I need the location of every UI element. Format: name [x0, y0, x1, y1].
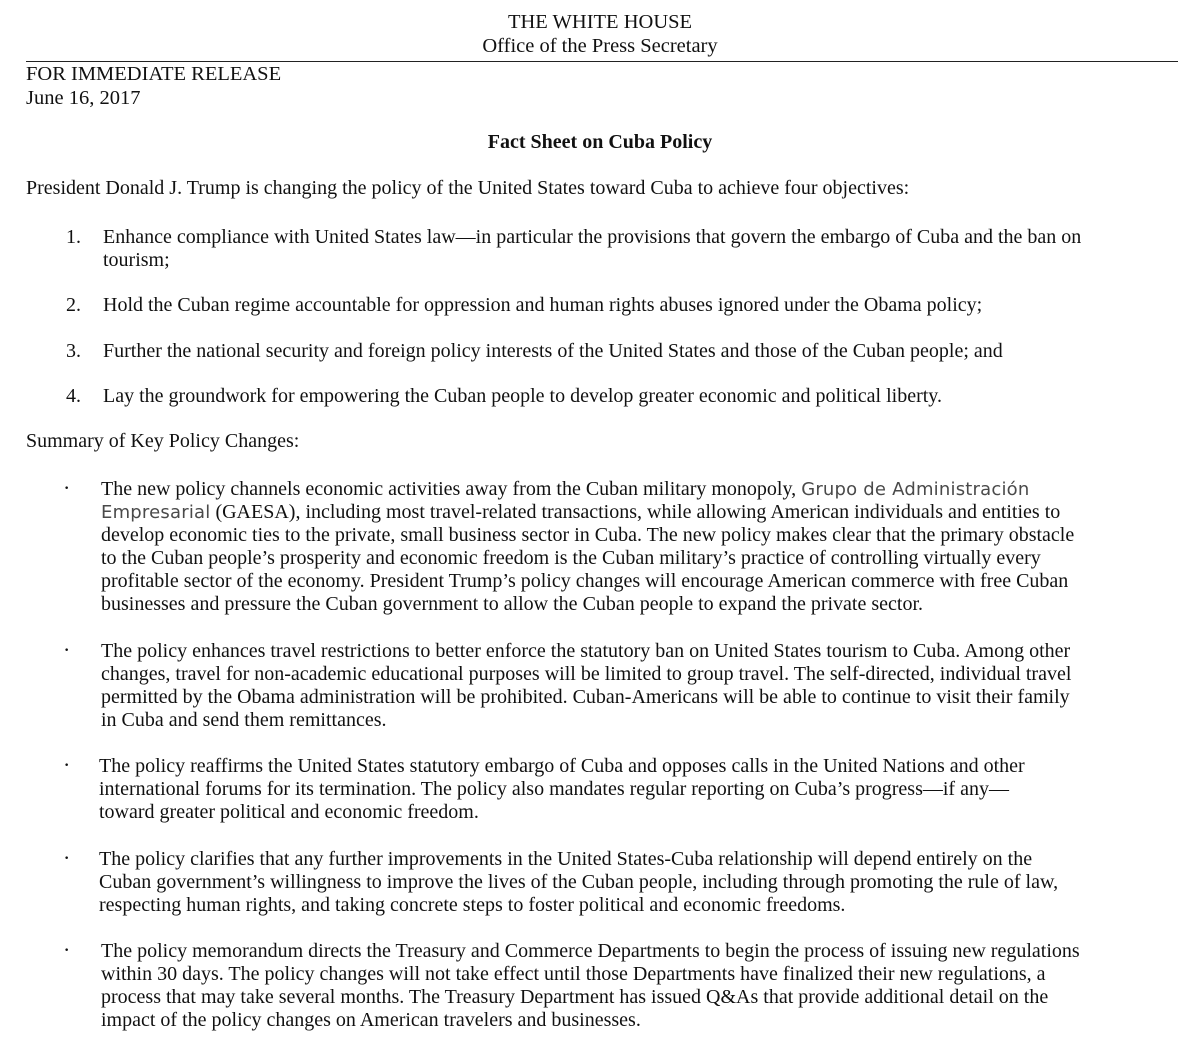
- letterhead: [0, 10, 1200, 58]
- objective-text: [103, 340, 1188, 363]
- bullet-line: The policy enhances travel restrictions to better enforce the statutory ban on United States tourism to Cuba. Among other: [101, 640, 1071, 662]
- gaesa-link[interactable]: Grupo de Administración: [801, 479, 1030, 500]
- objective-number: 3.: [66, 340, 81, 362]
- bullet-text: [101, 640, 1181, 732]
- bullet-text: [99, 848, 1179, 917]
- bullet-line-text: The new policy channels economic activities away from the Cuban military monopoly,: [101, 478, 802, 500]
- bullet-line: [101, 478, 1181, 501]
- objective-number: 4.: [66, 385, 81, 407]
- objective-text: [103, 385, 1188, 408]
- objective-line: tourism;: [103, 249, 170, 271]
- bullet-dot: ·: [63, 475, 71, 500]
- bullet-text: [99, 755, 1179, 824]
- bullet-line: to the Cuban people’s prosperity and economic freedom is the Cuban military’s practice of controlling virtually every: [101, 547, 1041, 569]
- summary-heading: Summary of Key Policy Changes:: [26, 430, 300, 452]
- org-name: THE WHITE HOUSE: [507, 11, 693, 33]
- objective-text: [103, 226, 1188, 272]
- objective-text: [103, 294, 1188, 317]
- office-name: Office of the Press Secretary: [482, 35, 718, 57]
- bullet-dot: ·: [63, 937, 71, 962]
- bullet-dot: ·: [63, 752, 71, 777]
- objective-line: Further the national security and foreign policy interests of the United States and those of the Cuban people; and: [103, 340, 1003, 362]
- bullet-line: impact of the policy changes on American travelers and businesses.: [101, 1009, 641, 1031]
- objective-number: 2.: [66, 294, 81, 316]
- bullet-line: The policy clarifies that any further improvements in the United States-Cuba relationship will depend entirely on the: [99, 848, 1033, 870]
- bullet-line: develop economic ties to the private, small business sector in Cuba. The new policy makes clear that the primary obstacle: [101, 524, 1075, 546]
- bullet-line: businesses and pressure the Cuban government to allow the Cuban people to expand the private sector.: [101, 593, 924, 615]
- bullet-text: [101, 478, 1181, 616]
- bullet-dot: ·: [63, 637, 71, 662]
- objective-line: Enhance compliance with United States law—in particular the provisions that govern the embargo of Cuba and the ban on: [103, 226, 1082, 248]
- release-date: June 16, 2017: [26, 87, 141, 109]
- release-block: [26, 62, 281, 110]
- gaesa-link-continued[interactable]: Empresarial: [101, 502, 211, 523]
- bullet-text: [101, 940, 1181, 1032]
- release-label: FOR IMMEDIATE RELEASE: [26, 63, 282, 85]
- objective-line: Hold the Cuban regime accountable for oppression and human rights abuses ignored under the Obama policy;: [103, 294, 983, 316]
- bullet-line: changes, travel for non-academic educational purposes will be limited to group travel. The self-directed, individual travel: [101, 663, 1072, 685]
- objective-line: Lay the groundwork for empowering the Cuban people to develop greater economic and political liberty.: [103, 385, 942, 407]
- bullet-line: Cuban government’s willingness to improve the lives of the Cuban people, including through promoting the rule of law,: [99, 871, 1059, 893]
- bullet-line: within 30 days. The policy changes will not take effect until those Departments have finalized their new regulations, a: [101, 963, 1046, 985]
- bullet-line: The policy memorandum directs the Treasury and Commerce Departments to begin the process of issuing new regulations: [101, 940, 1080, 962]
- objective-number: 1.: [66, 226, 81, 248]
- bullet-line: profitable sector of the economy. President Trump’s policy changes will encourage American commerce with free Cuban: [101, 570, 1069, 592]
- bullet-line: permitted by the Obama administration will be prohibited. Cuban-Americans will be able to continue to visit their family: [101, 686, 1070, 708]
- bullet-line: process that may take several months. The Treasury Department has issued Q&As that provide additional detail on the: [101, 986, 1049, 1008]
- bullet-line: The policy reaffirms the United States statutory embargo of Cuba and opposes calls in the United Nations and other: [99, 755, 1025, 777]
- intro-paragraph: President Donald J. Trump is changing the policy of the United States toward Cuba to achieve four objectives:: [26, 177, 910, 199]
- document-title: Fact Sheet on Cuba Policy: [487, 131, 713, 153]
- bullet-line-text: (GAESA), including most travel-related transactions, while allowing American individuals and entities to: [210, 501, 1061, 523]
- bullet-line: respecting human rights, and taking concrete steps to foster political and economic freedoms.: [99, 894, 846, 916]
- bullet-line: international forums for its termination. The policy also mandates regular reporting on Cuba’s progress—if any—: [99, 778, 1009, 800]
- bullet-line: [101, 501, 1181, 524]
- bullet-line: in Cuba and send them remittances.: [101, 709, 387, 731]
- bullet-line: toward greater political and economic freedom.: [99, 801, 479, 823]
- bullet-dot: ·: [63, 845, 71, 870]
